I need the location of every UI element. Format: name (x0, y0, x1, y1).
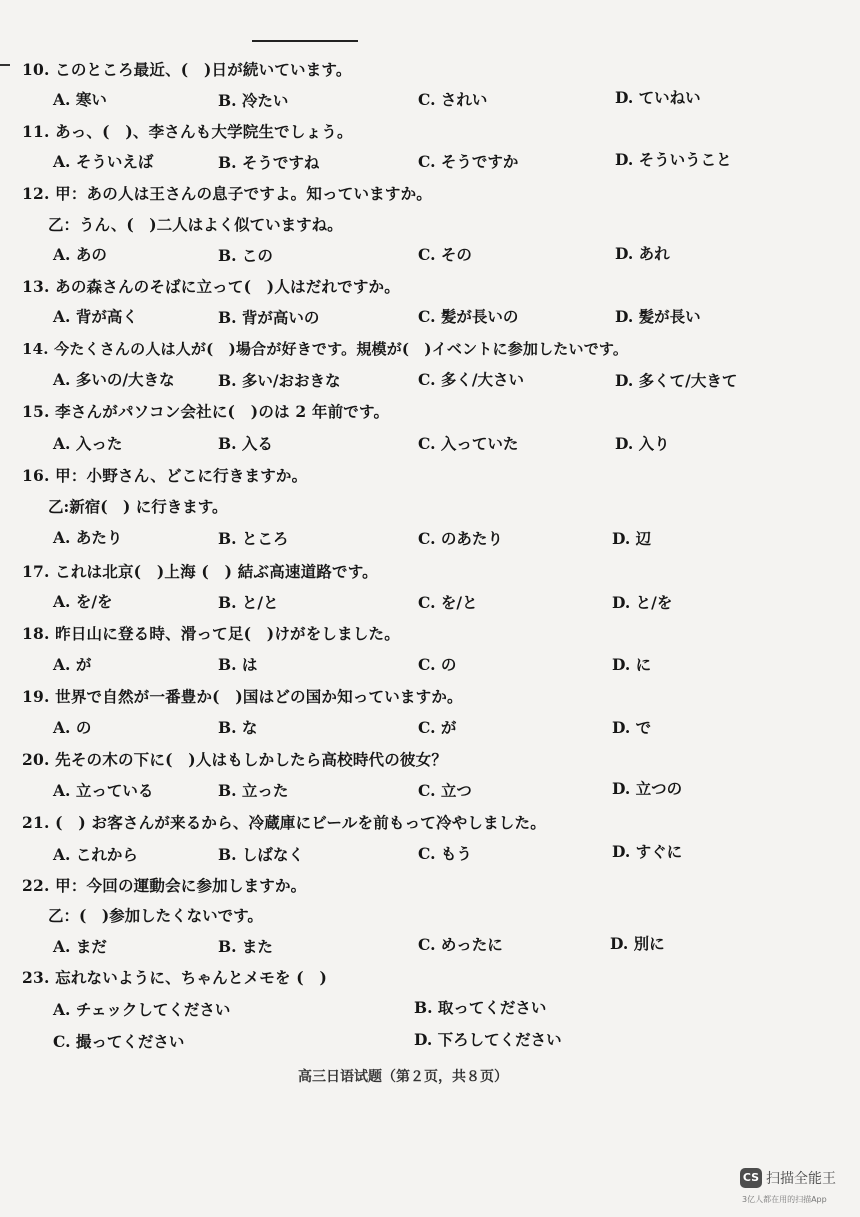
question-22-dialogue: 乙：( )参加したくないです。 (48, 906, 263, 925)
question-14-option-a: A. 多いの/大きな (53, 370, 175, 389)
question-18-option-d: D. に (612, 655, 652, 674)
question-11-option-c: C. そうですか (418, 152, 519, 171)
question-21-option-b: B. しばなく (218, 845, 304, 864)
question-14-option-d: D. 多くて/大きて (615, 371, 738, 390)
question-18-option-b: B. は (218, 655, 258, 674)
question-20-option-c: C. 立つ (418, 781, 472, 800)
question-21-option-d: D. すぐに (612, 842, 683, 861)
scanner-watermark (740, 1166, 850, 1208)
question-10-option-a: A. 寒い (53, 90, 107, 109)
question-19-option-c: C. が (418, 718, 457, 737)
page-footer: 高三日语试题（第２页，共８页） (298, 1069, 508, 1084)
question-10-option-b: B. 冷たい (218, 91, 289, 110)
question-10-option-c: C. されい (418, 90, 488, 109)
question-13-option-b: B. 背が高いの (218, 308, 320, 327)
question-15-option-b: B. 入る (218, 434, 273, 453)
question-22-option-d: D. 別に (610, 934, 665, 953)
question-20-option-b: B. 立った (218, 781, 289, 800)
question-12-option-d: D. あれ (615, 244, 670, 263)
question-17-option-d: D. と/を (612, 593, 673, 612)
question-19-option-d: D. で (612, 718, 652, 737)
question-16-option-d: D. 辺 (612, 529, 652, 548)
question-18-option-c: C. の (418, 655, 457, 674)
question-19-option-a: A. の (53, 718, 92, 737)
watermark-app-name: 扫描全能王 (766, 1171, 836, 1187)
margin-mark (0, 64, 10, 66)
question-15-stem: 15. 李さんがパソコン会社に( )のは 2 年前です。 (22, 402, 390, 421)
question-18-stem: 18. 昨日山に登る時、滑って足( )けがをしました。 (22, 624, 400, 643)
question-11-option-b: B. そうですね (218, 153, 320, 172)
question-12-option-a: A. あの (53, 245, 107, 264)
question-12-dialogue: 乙：うん、( )二人はよく似ていますね。 (48, 215, 343, 234)
camscanner-logo-icon: CS (740, 1168, 762, 1188)
question-23-option-a: A. チェックしてください (53, 1000, 231, 1019)
question-12-option-b: B. この (218, 246, 273, 265)
question-10-stem: 10. このところ最近、( )日が続いています。 (22, 60, 352, 79)
question-22-option-b: B. また (218, 937, 273, 956)
question-17-option-b: B. と/と (218, 593, 279, 612)
watermark-tagline: 3亿人都在用的扫描App (742, 1195, 827, 1204)
question-23-stem: 23. 忘れないように、ちゃんとメモを ( ) (22, 968, 328, 987)
question-13-option-d: D. 髪が長い (615, 307, 701, 326)
question-20-option-a: A. 立っている (53, 781, 154, 800)
question-13-option-a: A. 背が高く (53, 307, 138, 326)
question-11-option-d: D. そういうこと (615, 150, 732, 169)
question-19-option-b: B. な (218, 718, 258, 737)
question-21-option-a: A. これから (53, 845, 138, 864)
question-12-option-c: C. その (418, 245, 472, 264)
question-16-option-c: C. のあたり (418, 529, 503, 548)
question-18-option-a: A. が (53, 655, 92, 674)
question-20-stem: 20. 先その木の下に( )人はもしかしたら高校時代の彼女？ (22, 750, 448, 769)
question-15-option-d: D. 入り (615, 434, 670, 453)
question-11-option-a: A. そういえば (53, 152, 154, 171)
question-14-stem: 14. 今たくさんの人は人が( )場合が好きです。規模が( )イベントに参加したいです。 (22, 340, 629, 358)
question-16-option-b: B. ところ (218, 529, 289, 548)
question-12-stem: 12. 甲：あの人は王さんの息子ですよ。知っていますか。 (22, 184, 432, 203)
question-20-option-d: D. 立つの (612, 779, 683, 798)
question-23-option-b: B. 取ってください (414, 998, 547, 1017)
question-10-option-d: D. ていねい (615, 88, 701, 107)
question-16-option-a: A. あたり (53, 528, 123, 547)
question-13-option-c: C. 髪が長いの (418, 307, 519, 326)
question-17-option-c: C. を/と (418, 593, 478, 612)
question-11-stem: 11. あっ、( )、李さんも大学院生でしょう。 (22, 122, 353, 141)
question-16-stem: 16. 甲：小野さん、どこに行きますか。 (22, 466, 308, 485)
question-16-dialogue: 乙:新宿( ) に行きます。 (48, 497, 228, 516)
question-22-option-a: A. まだ (53, 937, 107, 956)
question-23-option-d: D. 下ろしてください (414, 1030, 562, 1049)
top-rule (252, 40, 358, 42)
question-15-option-a: A. 入った (53, 434, 123, 453)
question-21-stem: 21. ( ) お客さんが来るから、冷蔵庫にビールを前もって冷やしました。 (22, 813, 546, 832)
question-21-option-c: C. もう (418, 844, 472, 863)
question-22-option-c: C. めったに (418, 935, 503, 954)
question-15-option-c: C. 入っていた (418, 434, 519, 453)
question-13-stem: 13. あの森さんのそばに立って( )人はだれですか。 (22, 277, 400, 296)
question-14-option-b: B. 多い/おおきな (218, 371, 341, 390)
question-22-stem: 22. 甲：今回の運動会に参加しますか。 (22, 876, 307, 895)
question-23-option-c: C. 撮ってください (53, 1032, 185, 1051)
question-19-stem: 19. 世界で自然が一番豊か( )国はどの国か知っていますか。 (22, 687, 463, 706)
question-17-stem: 17. これは北京( )上海 ( ) 結ぶ高速道路です。 (22, 562, 378, 581)
question-17-option-a: A. を/を (53, 592, 113, 611)
question-14-option-c: C. 多く/大さい (418, 370, 525, 389)
